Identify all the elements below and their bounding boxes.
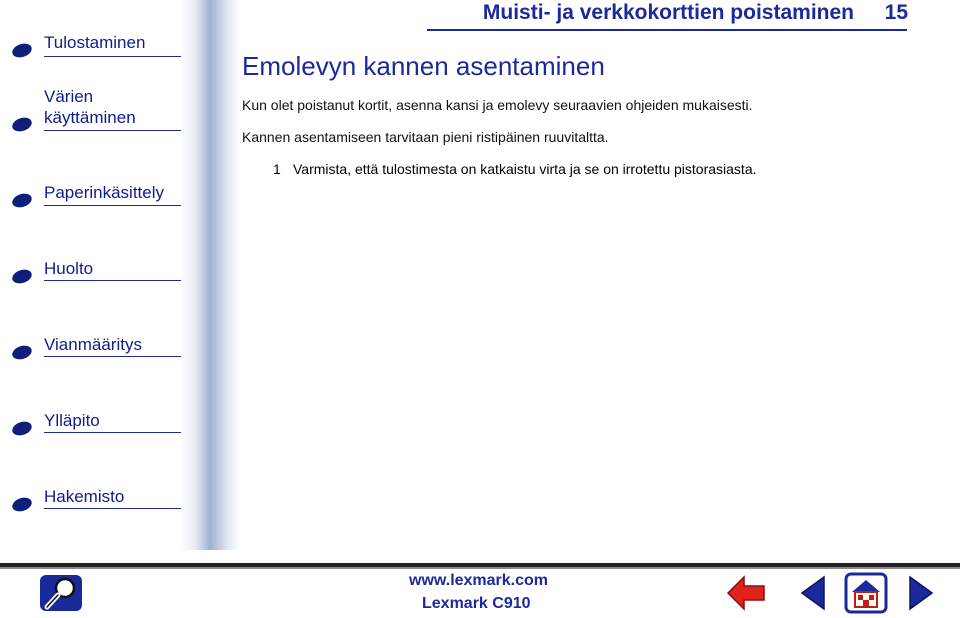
bullet-icon bbox=[10, 343, 33, 362]
section-title: Muisti- ja verkkokorttien poistaminen bbox=[482, 1, 854, 24]
divider bbox=[44, 432, 181, 433]
sidebar-item-huolto[interactable] bbox=[0, 256, 185, 286]
back-arrow-icon[interactable] bbox=[726, 574, 766, 612]
sidebar-item-label[interactable]: Tulostaminen bbox=[44, 33, 146, 52]
sidebar-item-varien-kayttaminen[interactable] bbox=[0, 86, 185, 134]
header-divider bbox=[427, 29, 907, 31]
bullet-icon bbox=[10, 41, 33, 60]
sidebar-item-paperinkasittely[interactable] bbox=[0, 180, 185, 210]
step-number: 1 bbox=[273, 161, 281, 177]
divider bbox=[44, 280, 181, 281]
footer-divider-shadow bbox=[0, 567, 960, 569]
bullet-icon bbox=[10, 115, 33, 134]
sidebar-item-label-line2[interactable]: käyttäminen bbox=[44, 108, 136, 127]
sidebar-item-vianmaaritys[interactable] bbox=[0, 332, 185, 362]
sidebar-nav bbox=[0, 0, 240, 550]
sidebar-item-yllapito[interactable] bbox=[0, 408, 185, 438]
sidebar-item-label[interactable]: Huolto bbox=[44, 259, 94, 278]
previous-page-icon[interactable] bbox=[800, 574, 826, 612]
divider bbox=[44, 356, 181, 357]
divider bbox=[44, 56, 181, 57]
step-text: Varmista, että tulostimesta on katkaistu virta ja se on irrotettu pistorasiasta. bbox=[293, 161, 757, 177]
bullet-icon bbox=[10, 267, 33, 286]
bullet-icon bbox=[10, 495, 33, 514]
page-number: 15 bbox=[884, 1, 908, 24]
footer-model: Lexmark C910 bbox=[422, 595, 531, 612]
sidebar-item-label[interactable]: Paperinkäsittely bbox=[44, 183, 165, 202]
page-title: Emolevyn kannen asentaminen bbox=[242, 51, 605, 81]
divider bbox=[44, 205, 181, 206]
bullet-icon bbox=[10, 191, 33, 210]
search-icon[interactable] bbox=[38, 573, 84, 613]
sidebar-item-label[interactable]: Ylläpito bbox=[44, 411, 100, 430]
sidebar-item-label-line1[interactable]: Värien bbox=[44, 87, 94, 106]
divider bbox=[44, 508, 181, 509]
sidebar-item-label[interactable]: Hakemisto bbox=[44, 487, 125, 506]
bullet-icon bbox=[10, 419, 33, 438]
sidebar-item-tulostaminen[interactable] bbox=[0, 30, 185, 60]
paragraph-intro: Kun olet poistanut kortit, asenna kansi ja emolevy seuraavien ohjeiden mukaisesti. bbox=[242, 97, 753, 113]
home-icon[interactable] bbox=[844, 572, 888, 614]
sidebar-item-label[interactable]: Vianmääritys bbox=[44, 335, 142, 354]
paragraph-tools: Kannen asentamiseen tarvitaan pieni ristipäinen ruuvitaltta. bbox=[242, 129, 609, 145]
footer-url-link[interactable]: www.lexmark.com bbox=[409, 572, 549, 589]
next-page-icon[interactable] bbox=[908, 574, 934, 612]
sidebar-item-hakemisto[interactable] bbox=[0, 484, 185, 514]
divider bbox=[44, 130, 181, 131]
